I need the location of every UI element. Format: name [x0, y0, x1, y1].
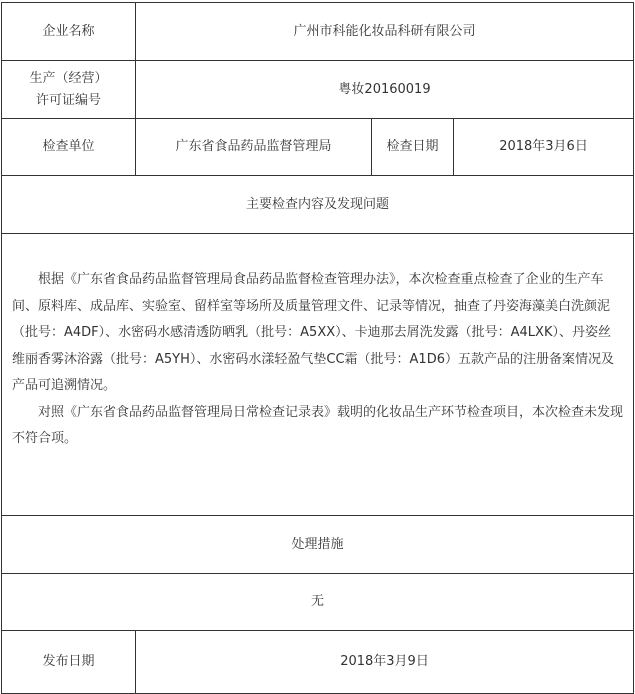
main-content-body-row — [2, 234, 634, 516]
inspection-unit-label: 检查单位 — [2, 119, 136, 176]
measures-heading: 处理措施 — [2, 516, 634, 574]
company-row — [2, 3, 634, 61]
license-row — [2, 61, 634, 119]
publish-date-value: 2018年3月9日 — [136, 631, 634, 694]
inspection-date-value: 2018年3月6日 — [454, 119, 634, 176]
main-content-heading: 主要检查内容及发现问题 — [2, 176, 634, 234]
inspection-unit-row — [2, 119, 634, 176]
license-label-line2: 许可证编号 — [35, 92, 101, 108]
measures-value-row — [2, 574, 634, 631]
main-content-body — [2, 234, 634, 516]
company-name-value: 广州市科能化妆品科研有限公司 — [136, 3, 634, 61]
inspection-record-table — [1, 2, 634, 694]
license-number-value: 粤妆20160019 — [136, 61, 634, 119]
main-content-heading-row — [2, 176, 634, 234]
measures-heading-row — [2, 516, 634, 574]
measures-value: 无 — [2, 574, 634, 631]
inspection-unit-value: 广东省食品药品监督管理局 — [136, 119, 372, 176]
main-content-paragraph-2: 对照《广东省食品药品监督管理局日常检查记录表》载明的化妆品生产环节检查项目，本次检查未发现不符合项。 — [12, 404, 624, 446]
inspection-date-label: 检查日期 — [372, 119, 454, 176]
license-label-line1: 生产（经营） — [29, 70, 108, 86]
publish-date-row — [2, 631, 634, 694]
main-content-paragraph-1: 根据《广东省食品药品监督管理局食品药品监督检查管理办法》，本次检查重点检查了企业的生产车间、原料库、成品库、实验室、留样室等场所及质量管理文件、记录等情况，抽查了丹姿海藻美白洗颜泥（批号：A4DF）、水密码水感清透防晒乳（批号：A5XX）、卡迪那去屑洗发露（批号：A4LXK）、丹姿丝维丽香雾沐浴露（批号：A5YH）、水密码水漾轻盈气垫CC霜（批号：A1D6）五款产品的注册备案情况及产品可追溯情况。 — [12, 272, 614, 393]
publish-date-label: 发布日期 — [2, 631, 136, 694]
company-name-label: 企业名称 — [2, 3, 136, 61]
license-number-label — [2, 61, 136, 119]
